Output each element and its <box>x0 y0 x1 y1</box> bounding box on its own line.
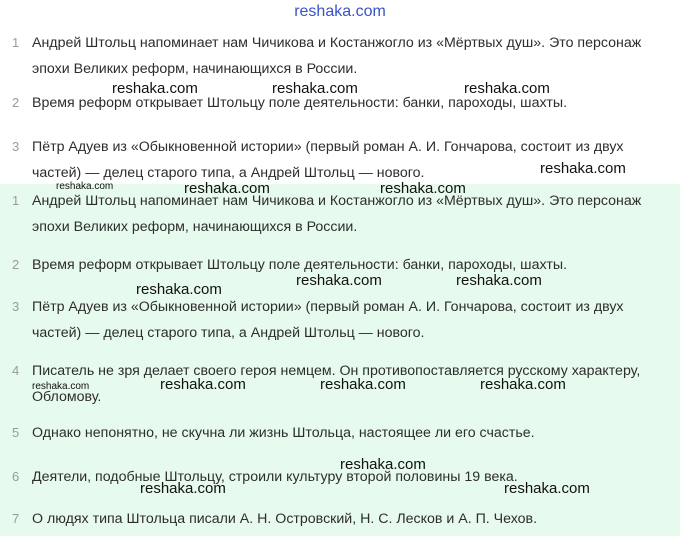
watermark: reshaka.com <box>272 80 358 97</box>
watermark: reshaka.com <box>32 381 90 392</box>
watermark: reshaka.com <box>480 376 566 393</box>
watermark: reshaka.com <box>184 180 270 197</box>
item-text: Писатель не зря делает своего героя немцем. Он противопоставляется русскому характеру, Обломову. <box>32 363 641 405</box>
watermark: reshaka.com <box>380 180 466 197</box>
watermark: reshaka.com <box>340 456 426 473</box>
site-header-link[interactable]: reshaka.com <box>294 3 386 20</box>
watermark: reshaka.com <box>504 480 590 497</box>
watermark: reshaka.com <box>140 480 226 497</box>
item-text: Андрей Штольц напоминает нам Чичикова и Костанжогло из «Мёртвых душ». Это персонаж эпохи Великих реформ, начинающихся в России. <box>32 193 642 235</box>
watermark: reshaka.com <box>136 281 222 298</box>
watermark: reshaka.com <box>112 80 198 97</box>
item-text: Время реформ открывает Штольцу поле деятельности: банки, пароходы, шахты. <box>32 257 568 273</box>
item-number: 1 <box>12 35 20 50</box>
item-text: Однако непонятно, не скучна ли жизнь Штольца, настоящее ли его счастье. <box>32 425 535 441</box>
watermark: reshaka.com <box>296 272 382 289</box>
item-number: 5 <box>12 425 20 440</box>
item-text: Пётр Адуев из «Обыкновенной истории» (первый роман А. И. Гончарова, состоит из двух частей) — делец старого типа, а Андрей Штольц — нового. <box>32 139 624 181</box>
watermark: reshaka.com <box>456 272 542 289</box>
watermark: reshaka.com <box>56 181 114 192</box>
item-text: Пётр Адуев из «Обыкновенной истории» (первый роман А. И. Гончарова, состоит из двух частей) — делец старого типа, а Андрей Штольц — нового. <box>32 299 624 341</box>
item-number: 4 <box>12 363 20 378</box>
item-text: Андрей Штольц напоминает нам Чичикова и Костанжогло из «Мёртвых душ». Это персонаж эпохи Великих реформ, начинающихся в России. <box>32 35 642 77</box>
watermark: reshaka.com <box>464 80 550 97</box>
item-number: 3 <box>12 299 20 314</box>
item-text: О людях типа Штольца писали А. Н. Островский, Н. С. Лесков и А. П. Чехов. <box>32 511 538 527</box>
watermark: reshaka.com <box>540 160 626 177</box>
item-number: 2 <box>12 257 20 272</box>
item-number: 7 <box>12 511 20 526</box>
item-number: 6 <box>12 469 20 484</box>
item-number: 1 <box>12 193 20 208</box>
item-text: Время реформ открывает Штольцу поле деятельности: банки, пароходы, шахты. <box>32 95 568 111</box>
watermark: reshaka.com <box>320 376 406 393</box>
item-number: 3 <box>12 139 20 154</box>
watermark: reshaka.com <box>160 376 246 393</box>
item-text: Деятели, подобные Штольцу, строили культуру второй половины 19 века. <box>32 469 518 485</box>
item-number: 2 <box>12 95 20 110</box>
